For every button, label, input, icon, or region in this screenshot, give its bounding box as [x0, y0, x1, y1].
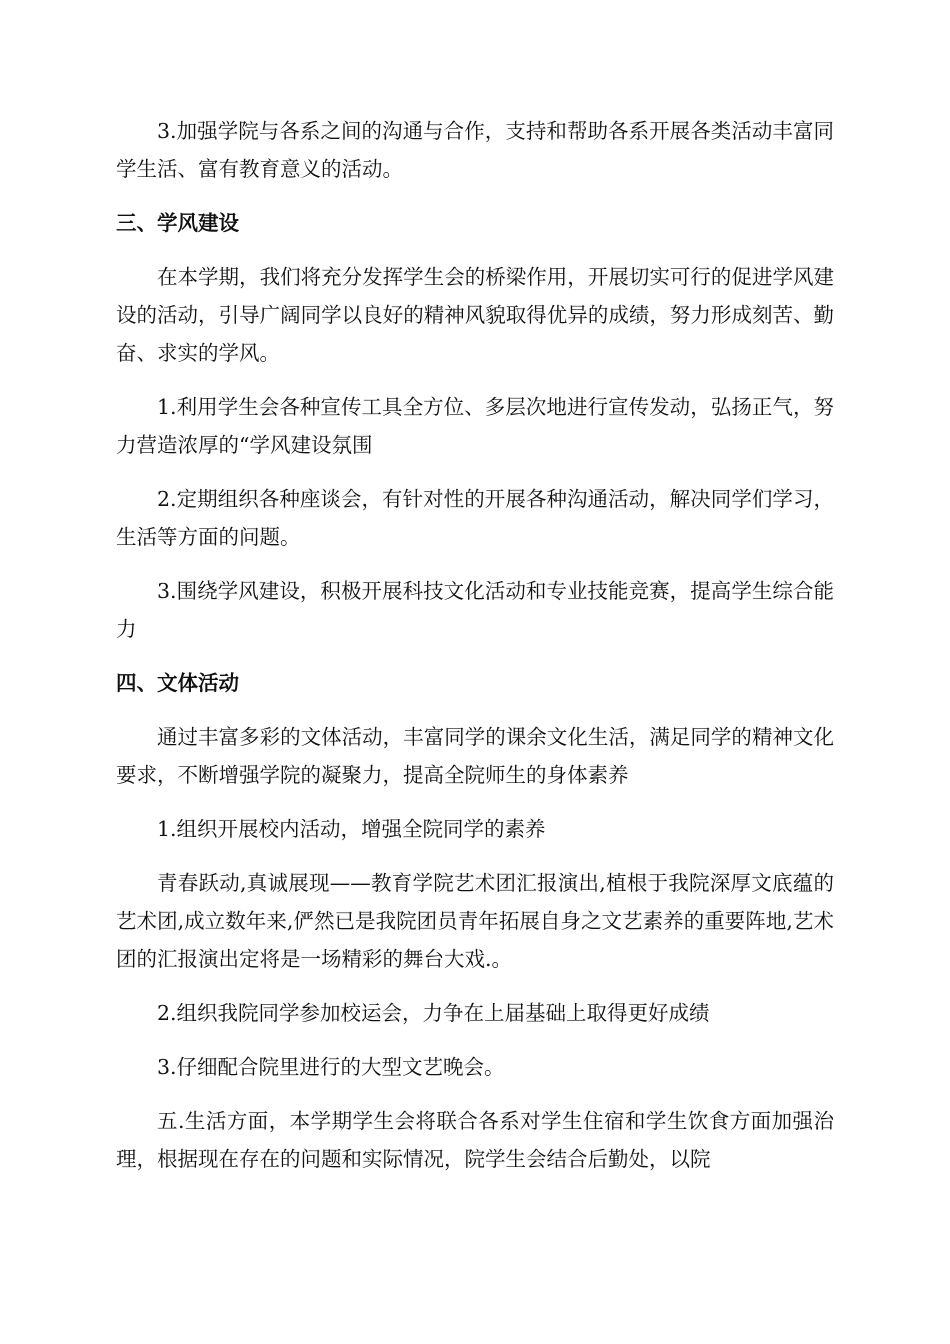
paragraph-living-section: 五.生活方面，本学期学生会将联合各系对学生住宿和学生饮食方面加强治理，根据现在存在的问题和实际情况，院学生会结合后勤处，以院: [116, 1109, 834, 1171]
paragraph-study-item-3: 3.围绕学风建设，积极开展科技文化活动和专业技能竞赛，提高学生综合能力: [116, 579, 834, 641]
paragraph-item-3-communication: 3.加强学院与各系之间的沟通与合作，支持和帮助各系开展各类活动丰富同学生活、富有教育意义的活动。: [116, 119, 834, 181]
paragraph-activities-item-1: 1.组织开展校内活动，增强全院同学的素养: [157, 817, 546, 841]
paragraph-activities-intro: 通过丰富多彩的文体活动，丰富同学的课余文化生活，满足同学的精神文化要求，不断增强学院的凝聚力，提高全院师生的身体素养: [116, 725, 834, 787]
section-heading-activities: 四、文体活动: [116, 671, 239, 695]
document-body: [116, 112, 834, 1194]
section-heading-study-style: 三、学风建设: [116, 211, 239, 235]
paragraph-study-style-intro: 在本学期，我们将充分发挥学生会的桥梁作用，开展切实可行的促进学风建设的活动，引导广阔同学以良好的精神风貌取得优异的成绩，努力形成刻苦、勤奋、求实的学风。: [116, 265, 834, 365]
paragraph-activities-item-2: 2.组织我院同学参加校运会，力争在上届基础上取得更好成绩: [157, 1001, 710, 1025]
paragraph-study-item-1: 1.利用学生会各种宣传工具全方位、多层次地进行宣传发动，弘扬正气，努力营造浓厚的“学风建设氛围: [116, 395, 834, 457]
paragraph-art-troupe: 青春跃动,真诚展现——教育学院艺术团汇报演出,植根于我院深厚文底蕴的艺术团,成立数年来,俨然已是我院团员青年拓展自身之文艺素养的重要阵地,艺术团的汇报演出定将是一场精彩的舞台大戏.。: [116, 871, 834, 971]
paragraph-activities-item-3: 3.仔细配合院里进行的大型文艺晚会。: [157, 1055, 505, 1079]
paragraph-study-item-2: 2.定期组织各种座谈会，有针对性的开展各种沟通活动，解决同学们学习，生活等方面的问题。: [116, 487, 834, 549]
